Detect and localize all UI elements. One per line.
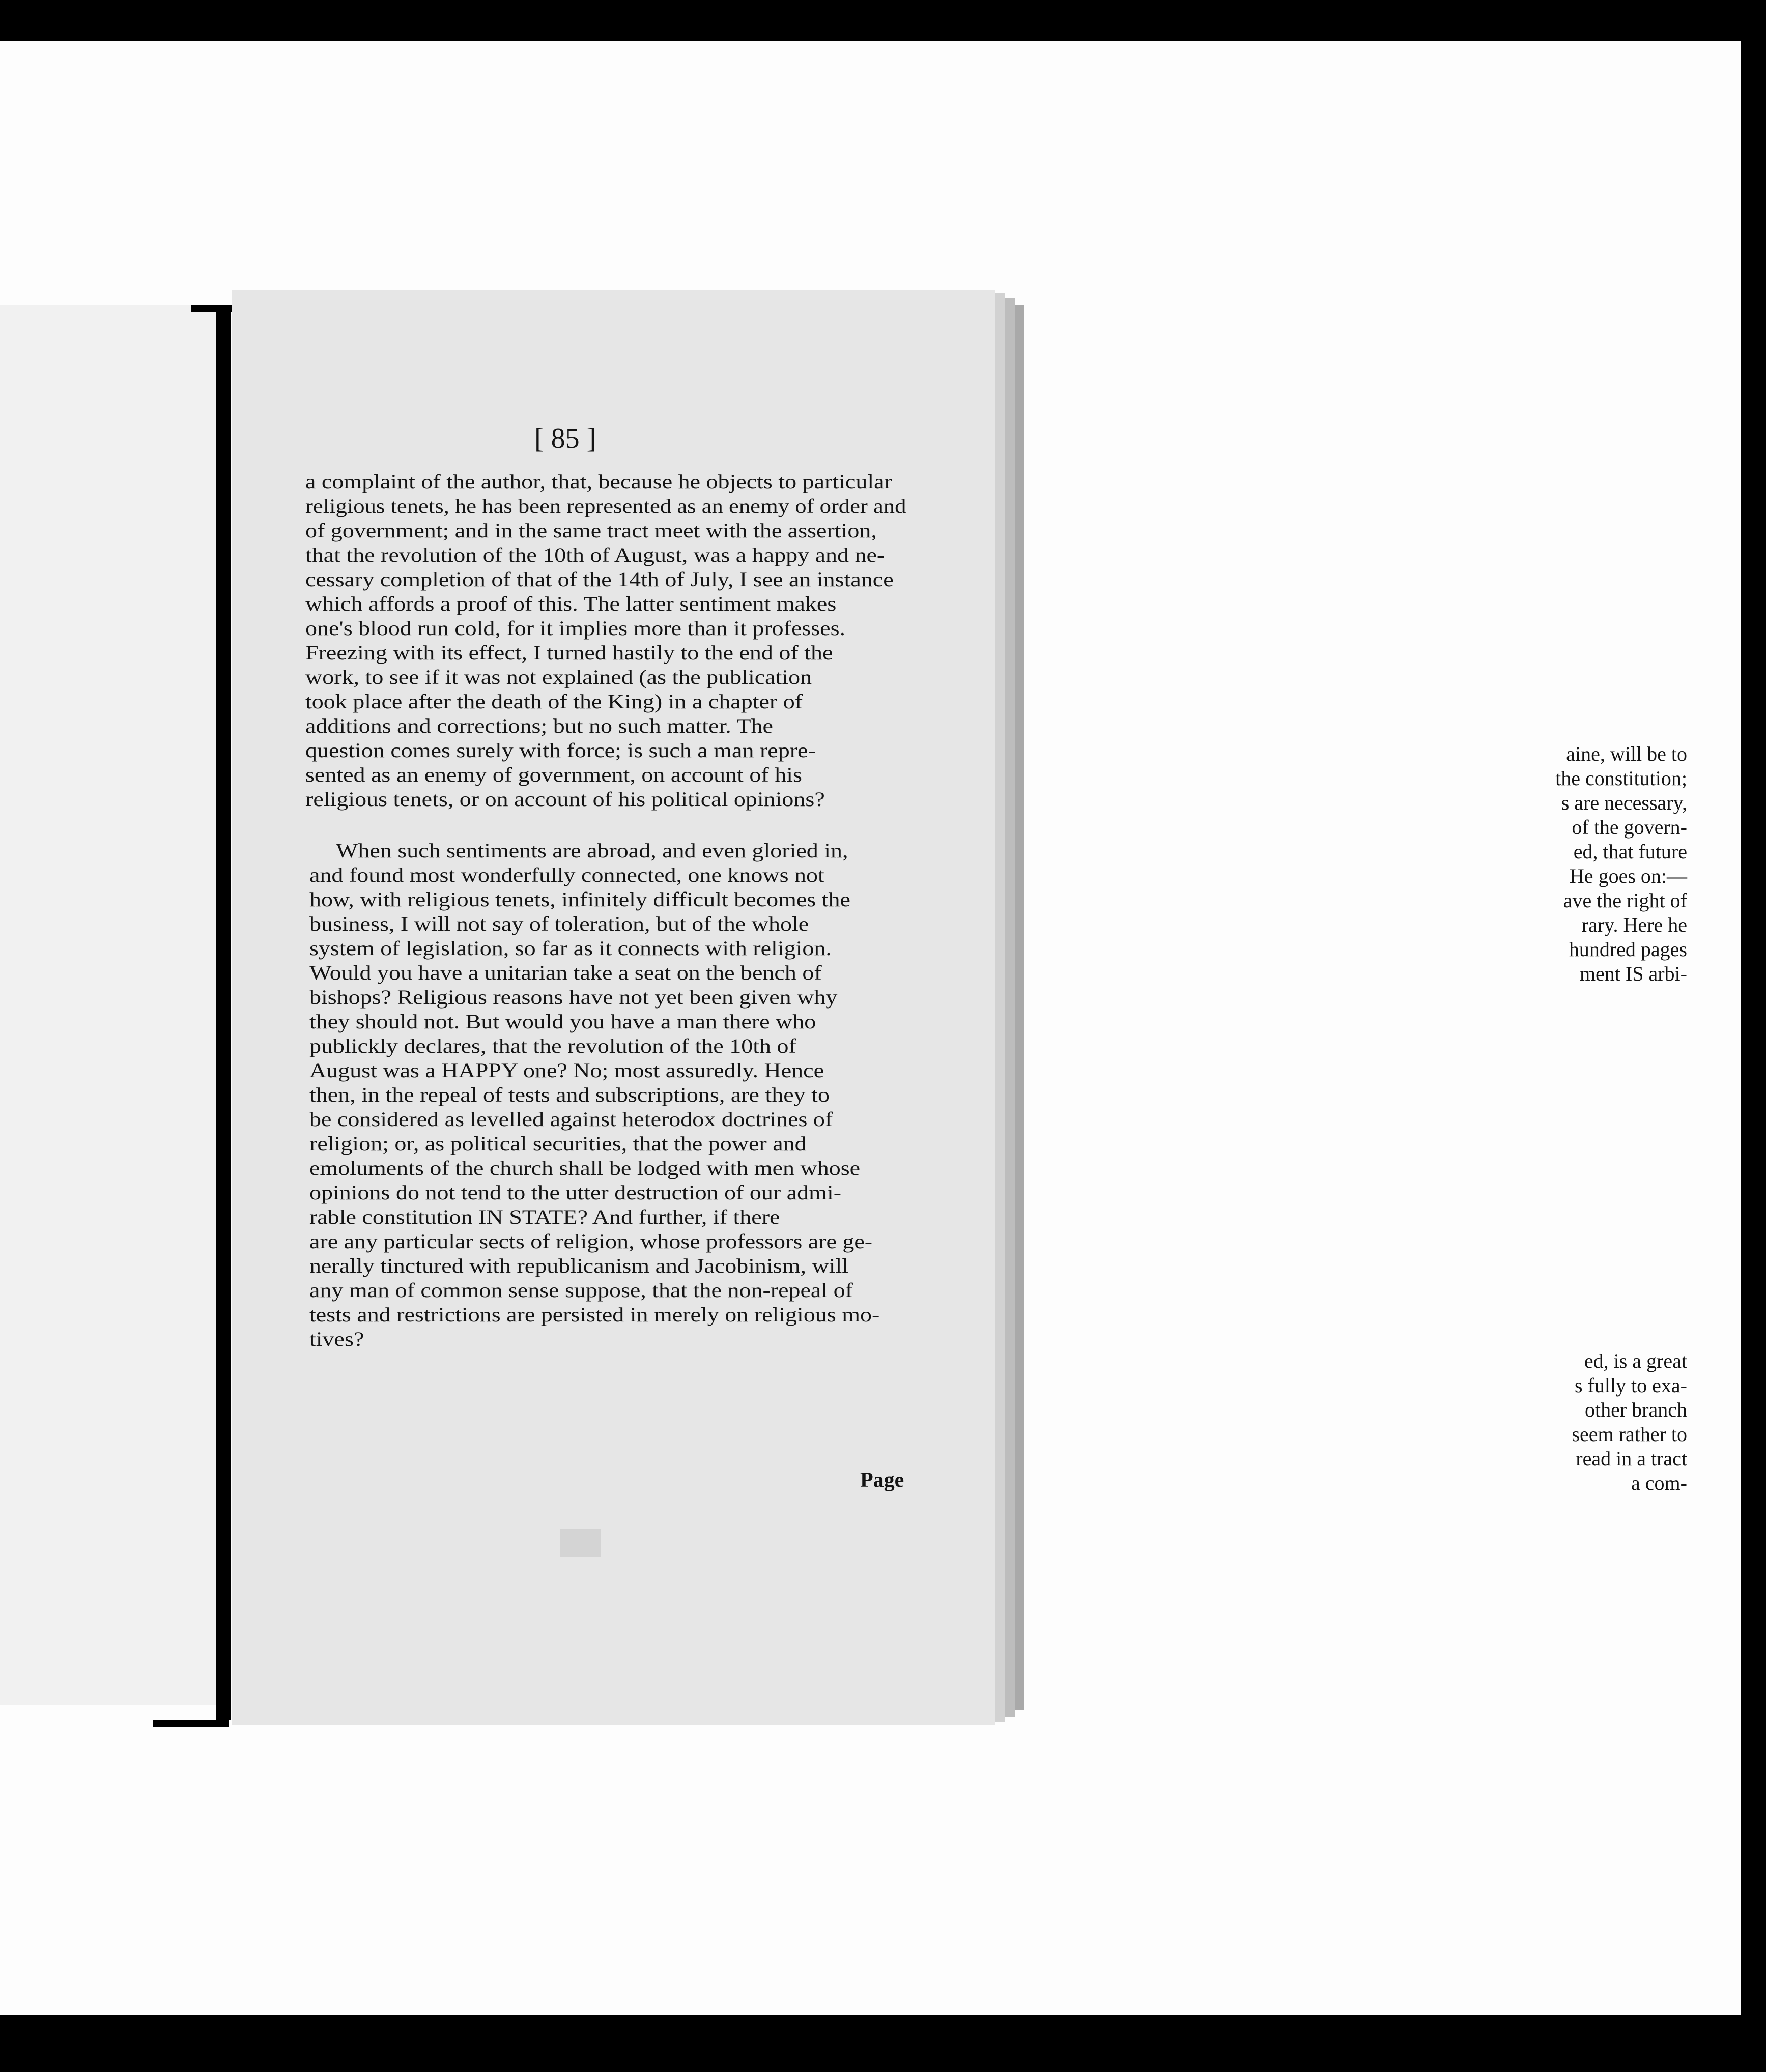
left-page-line: ment IS arbi- (1579, 962, 1687, 985)
left-page-line: s are necessary, (1561, 791, 1687, 814)
body-line: cessary completion of that of the 14th of July, I see an instance (305, 568, 894, 591)
page-edge (1015, 305, 1024, 1710)
left-page-line: other branch (1584, 1398, 1687, 1421)
body-line: of government; and in the same tract meet with the assertion, (305, 519, 877, 542)
body-line: system of legislation, so far as it connects with religion. (309, 937, 832, 960)
body-line: Would you have a unitarian take a seat on the bench of (309, 961, 822, 984)
body-line: took place after the death of the King) in a chapter of (305, 690, 803, 713)
left-page-line: He goes on:— (1569, 865, 1687, 887)
left-page-line: seem rather to (1572, 1423, 1687, 1446)
ink-smudge (560, 1529, 601, 1557)
body-line: be considered as levelled against heterodox doctrines of (309, 1108, 833, 1131)
body-line: bishops? Religious reasons have not yet been given why (309, 986, 838, 1009)
body-line: emoluments of the church shall be lodged with men whose (309, 1157, 861, 1179)
left-page (0, 305, 226, 1705)
body-line: additions and corrections; but no such matter. The (305, 714, 773, 737)
body-line: they should not. But would you have a man there who (309, 1010, 816, 1033)
left-page-line: hundred pages (1569, 938, 1687, 961)
body-line: then, in the repeal of tests and subscriptions, are they to (309, 1083, 830, 1106)
left-page-line: a com- (1631, 1472, 1687, 1494)
body-line: a complaint of the author, that, because he objects to particular (305, 470, 892, 493)
body-line: business, I will not say of toleration, but of the whole (309, 912, 809, 935)
left-page-line: ave the right of (1563, 889, 1687, 912)
body-line: one's blood run cold, for it implies more than it professes. (305, 617, 846, 640)
spine-bottom-edge (153, 1720, 229, 1727)
body-line: tests and restrictions are persisted in merely on religious mo- (309, 1303, 880, 1326)
body-line: publickly declares, that the revolution of the 10th of (309, 1034, 796, 1057)
body-line: tives? (309, 1328, 364, 1350)
body-line: any man of common sense suppose, that the non-repeal of (309, 1279, 853, 1302)
body-line: Freezing with its effect, I turned hastily to the end of the (305, 641, 833, 664)
body-line: are any particular sects of religion, whose professors are ge- (309, 1230, 873, 1253)
book-spine (216, 308, 231, 1720)
left-page-line: ed, is a great (1584, 1349, 1687, 1372)
left-page-line: ed, that future (1573, 840, 1687, 863)
catchword: Page (860, 1469, 904, 1492)
page-edge (1005, 298, 1015, 1717)
left-page-line: rary. Here he (1581, 913, 1687, 936)
body-line: work, to see if it was not explained (as the publication (305, 666, 812, 688)
left-page-line: of the govern- (1572, 816, 1687, 839)
body-line: rable constitution IN STATE? And further, if there (309, 1205, 780, 1228)
body-line: that the revolution of the 10th of August, was a happy and ne- (305, 543, 885, 566)
body-line: and found most wonderfully connected, one knows not (309, 864, 824, 886)
body-line: nerally tinctured with republicanism and Jacobinism, will (309, 1254, 849, 1277)
body-line: how, with religious tenets, infinitely difficult becomes the (309, 888, 850, 911)
body-line: When such sentiments are abroad, and even gloried in, (336, 839, 848, 862)
body-line: which affords a proof of this. The latter sentiment makes (305, 592, 837, 615)
left-page-line: the constitution; (1555, 767, 1687, 790)
body-line: opinions do not tend to the utter destruction of our admi- (309, 1181, 842, 1204)
left-page-line: s fully to exa- (1574, 1374, 1687, 1397)
left-page-line: aine, will be to (1566, 742, 1687, 765)
page-edge (995, 293, 1005, 1722)
body-line: August was a HAPPY one? No; most assuredly. Hence (309, 1059, 824, 1082)
left-page-line: read in a tract (1576, 1447, 1687, 1470)
body-line: religious tenets, or on account of his political opinions? (305, 788, 825, 811)
body-line: sented as an enemy of government, on account of his (305, 763, 802, 786)
page-number: [ 85 ] (534, 423, 596, 454)
body-line: question comes surely with force; is such a man repre- (305, 739, 816, 762)
body-line: religion; or, as political securities, that the power and (309, 1132, 807, 1155)
body-line: religious tenets, he has been represented as an enemy of order and (305, 495, 906, 517)
